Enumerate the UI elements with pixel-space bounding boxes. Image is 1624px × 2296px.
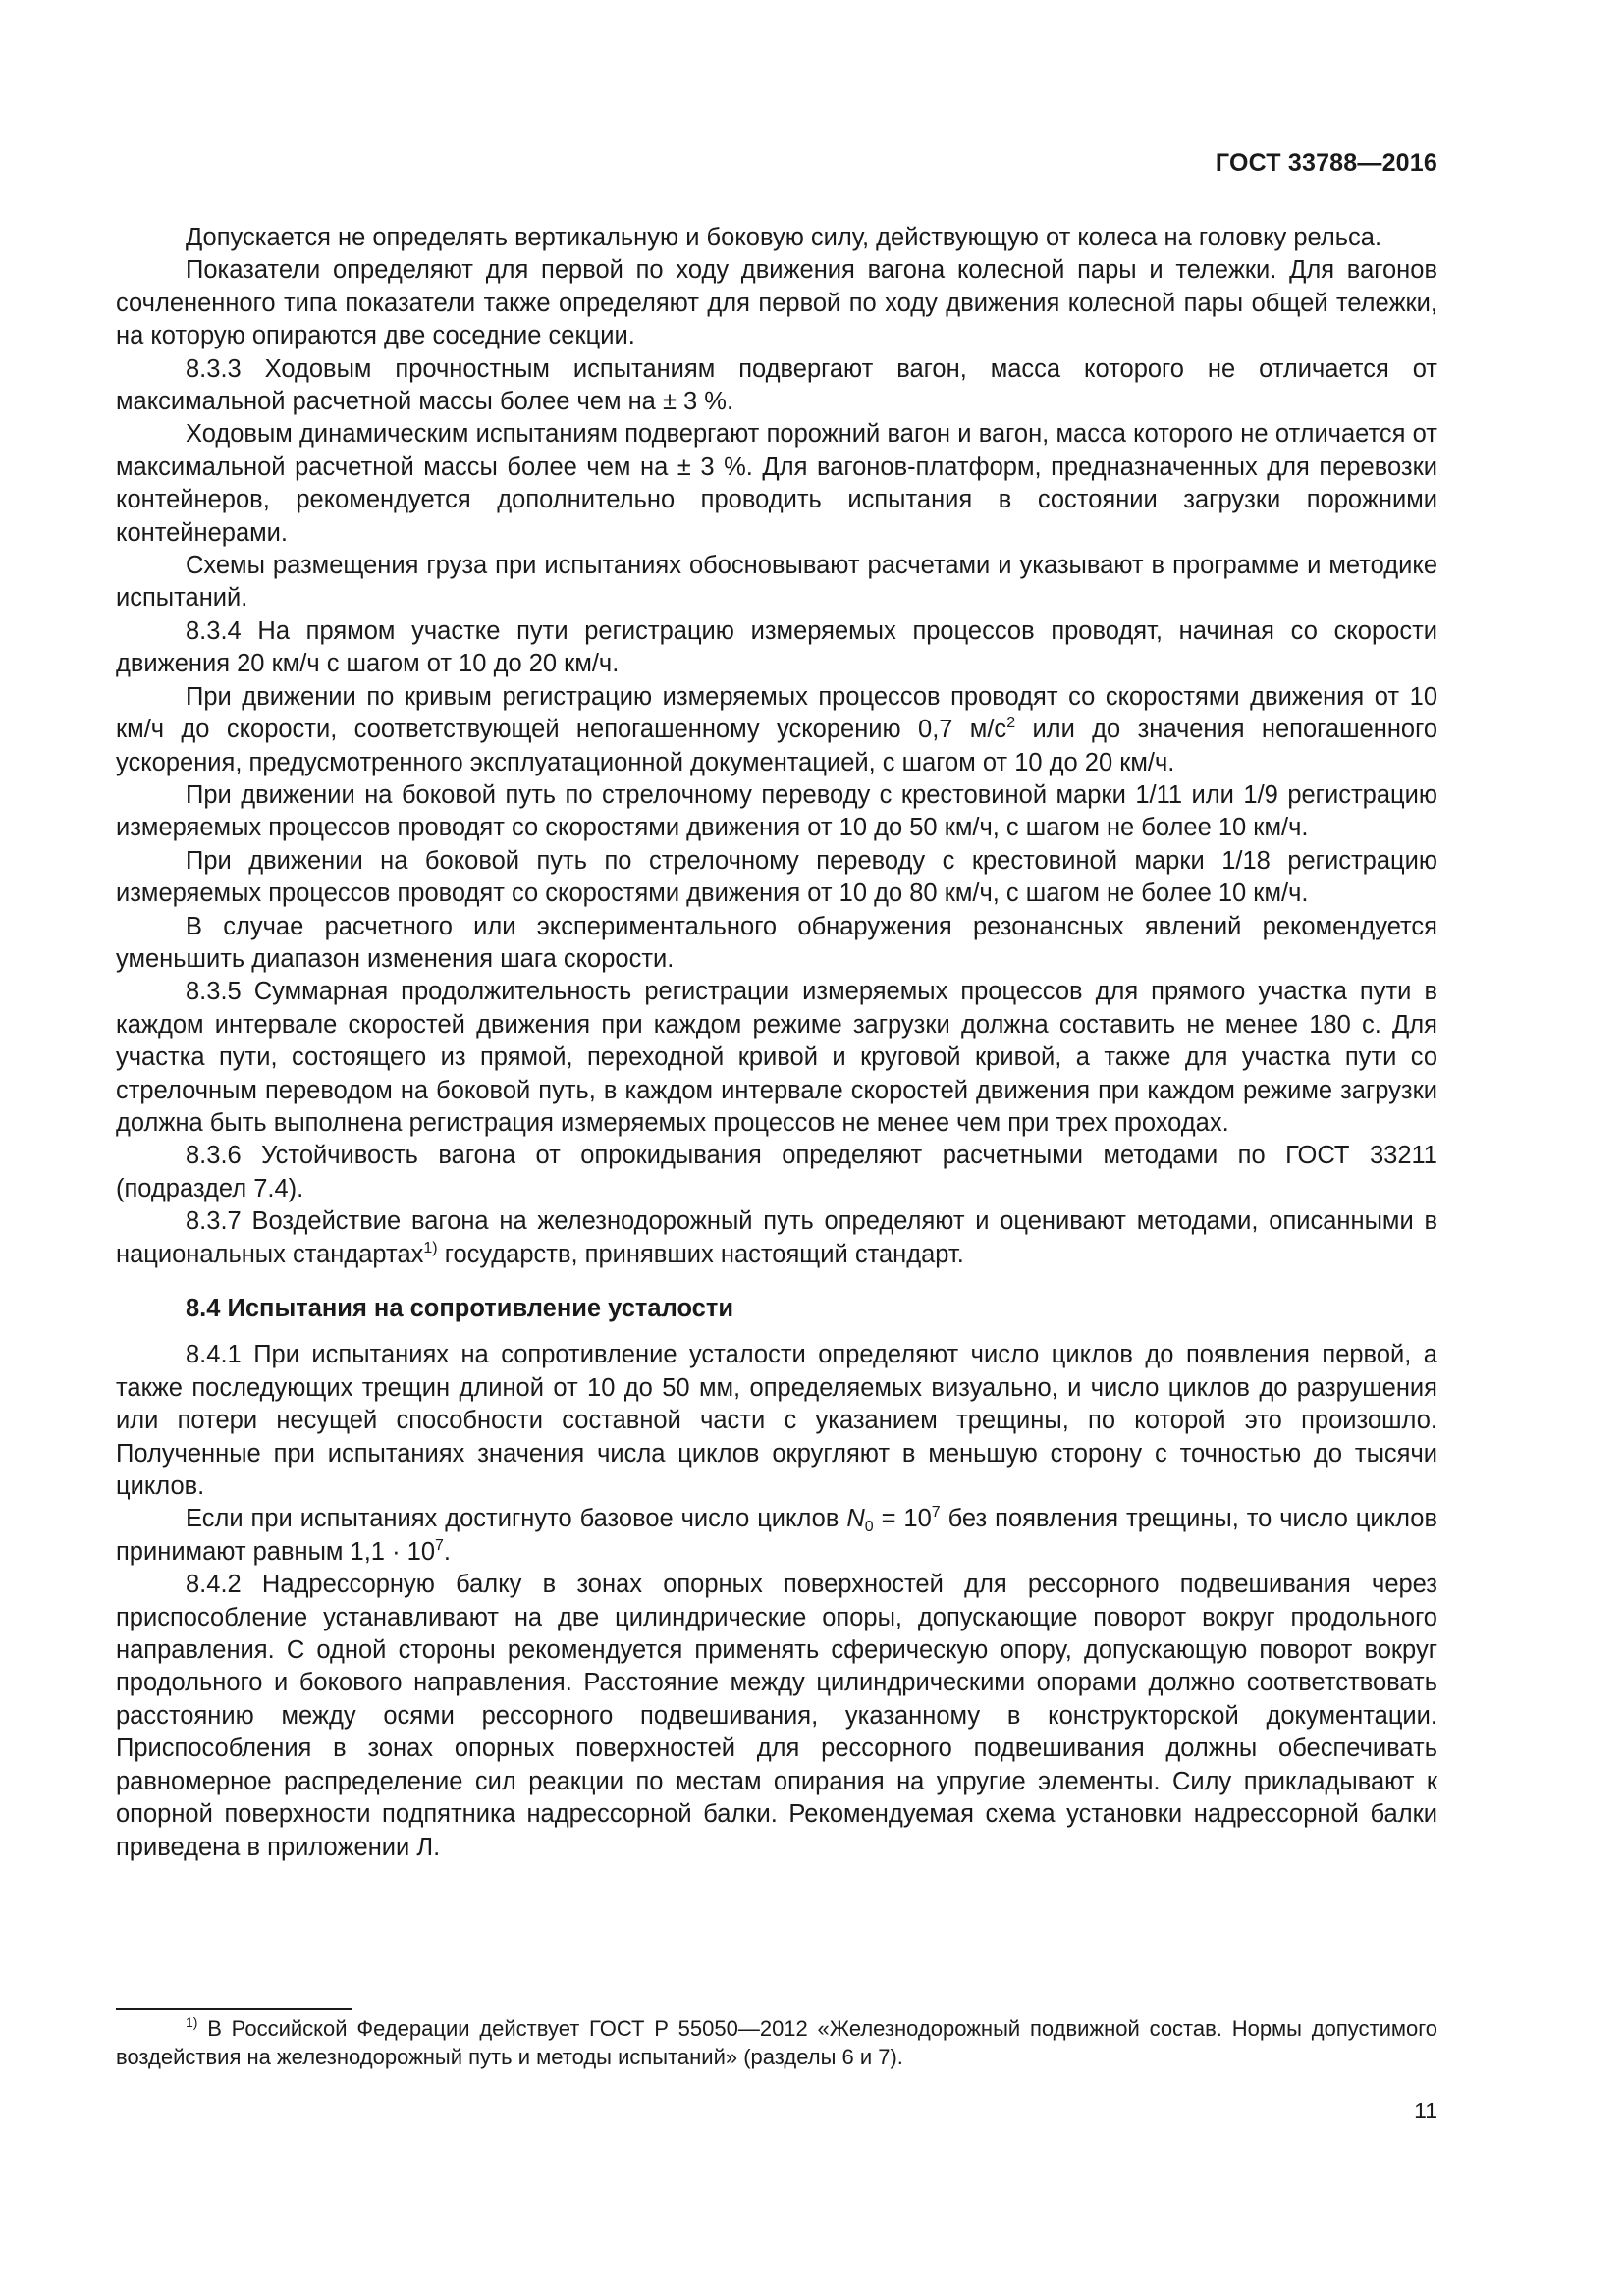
paragraph: Допускается не определять вертикальную и боковую силу, действующую от колеса на головку рельса. bbox=[186, 224, 1382, 251]
main-text bbox=[116, 222, 1437, 1864]
paragraph: В случае расчетного или экспериментального обнаружения резонансных явлений рекомендуется уменьшить диапазон изменения шага скорости. bbox=[116, 912, 1437, 973]
paragraph-curve-speeds: При движении по кривым регистрацию измеряемых процессов проводят со скоростями движения от 10 км/ч до скорости, соответствующей непогашенному ускорению 0,7 $м/с^2$ или до значения непогашенного ускорения, предусмотренного эксплуатационной документацией, с шагом от 10 до 20 км/ч. bbox=[116, 682, 1438, 776]
paragraph: При движении на боковой путь по стрелочному переводу с крестовиной марки 1/11 или 1/9 регистрацию измеряемых процессов проводят со скоростями движения от 10 до 50 км/ч, с шагом не более 10 км/ч. bbox=[116, 780, 1437, 842]
footnote bbox=[116, 2014, 1437, 2071]
document-header: ГОСТ 33788—2016 bbox=[1215, 149, 1437, 177]
paragraph: При движении на боковой путь по стрелочному переводу с крестовиной марки 1/18 регистрацию измеряемых процессов проводят со скоростями движения от 10 до 80 км/ч, с шагом не более 10 км/ч. bbox=[116, 846, 1437, 908]
footnote-divider bbox=[116, 2008, 352, 2010]
clause-8-3-7: 8.3.7 Воздействие вагона на железнодорожный путь определяют и оценивают методами, описанными в национальных стандартах$^{1)}$ государств, принявших настоящий стандарт. bbox=[116, 1207, 1437, 1268]
paragraph: Схемы размещения груза при испытаниях обосновывают расчетами и указывают в программе и методике испытаний. bbox=[116, 552, 1437, 613]
paragraph: Ходовым динамическим испытаниям подвергают порожний вагон и вагон, масса которого не отличается от максимальной расчетной массы более чем на ± 3 %. Для вагонов-платформ, предназначенных для перевозки контейнеров, рекомендуется дополнительно проводить испытания в состоянии загрузки порожними контейнерами. bbox=[116, 420, 1437, 547]
footnote-mark: 1) bbox=[186, 2014, 198, 2030]
clause-8-3-3: 8.3.3 Ходовым прочностным испытаниям подвергают вагон, масса которого не отличается от максимальной расчетной массы более чем на ± 3 %. bbox=[116, 354, 1437, 416]
paragraph: Показатели определяют для первой по ходу движения вагона колесной пары и тележки. Для вагонов сочлененного типа показатели также определяют для первой по ходу движения колесной пары общей тележки, на которую опираются две соседние секции. bbox=[116, 256, 1437, 350]
clause-8-4-1: 8.4.1 При испытаниях на сопротивление усталости определяют число циклов до появления первой, а также последующих трещин длиной от 10 до 50 мм, определяемых визуально, и число циклов до разрушения или потери несущей способности составной части с указанием трещины, по которой это произошло. Полученные при испытаниях значения числа циклов округляют в меньшую сторону с точностью до тысячи циклов. bbox=[116, 1341, 1437, 1501]
clause-8-3-4: 8.3.4 На прямом участке пути регистрацию измеряемых процессов проводят, начиная со скорости движения 20 км/ч с шагом от 10 до 20 км/ч. bbox=[116, 616, 1437, 678]
section-heading-8-4: 8.4 Испытания на сопротивление усталости bbox=[186, 1295, 734, 1322]
clause-8-3-5: 8.3.5 Суммарная продолжительность регистрации измеряемых процессов для прямого участка пути в каждом интервале скоростей движения при каждом режиме загрузки должна составить не менее 180 с. Для участка пути, состоящего из прямой, переходной кривой и круговой кривой, а также для участка пути со стрелочным переводом на боковой путь, в каждом интервале скоростей движения при каждом режиме загрузки должна быть выполнена регистрация измеряемых процессов не менее чем при трех проходах. bbox=[116, 978, 1437, 1137]
clause-8-3-6: 8.3.6 Устойчивость вагона от опрокидывания определяют расчетными методами по ГОСТ 33211 (подраздел 7.4). bbox=[116, 1142, 1437, 1202]
footnote-text: $^{1)}$ В Российской Федерации действует ГОСТ Р 55050—2012 «Железнодорожный подвижной состав. Нормы допустимого воздействия на железнодорожный путь и методы испытаний» (разделы 6 и 7). bbox=[116, 2014, 1437, 2069]
clause-8-4-2: 8.4.2 Надрессорную балку в зонах опорных поверхностей для рессорного подвешивания через приспособление устанавливают на две цилиндрические опоры, допускающие поворот вокруг продольного направления. С одной стороны рекомендуется применять сферическую опору, допускающую поворот вокруг продольного и бокового направления. Расстояние между цилиндрическими опорами должно соответствовать расстоянию между осями рессорного подвешивания, указанному в конструкторской документации. Приспособления в зонах опорных поверхностей для рессорного подвешивания должны обеспечивать равномерное распределение сил реакции по местам опирания на упругие элементы. Силу прикладывают к опорной поверхности подпятника надрессорной балки. Рекомендуемая схема установки надрессорной балки приведена в приложении Л. bbox=[116, 1571, 1437, 1861]
page-number: 11 bbox=[1414, 2098, 1437, 2123]
paragraph-base-cycles: Если при испытаниях достигнуто базовое число циклов $N_0 = 10^7$ без появления трещины, то число циклов принимают равным $1,1 \cdot 10^7$. bbox=[116, 1504, 1437, 1566]
document-page bbox=[116, 0, 1437, 2296]
footnote-ref[interactable]: 1) bbox=[423, 1239, 438, 1256]
